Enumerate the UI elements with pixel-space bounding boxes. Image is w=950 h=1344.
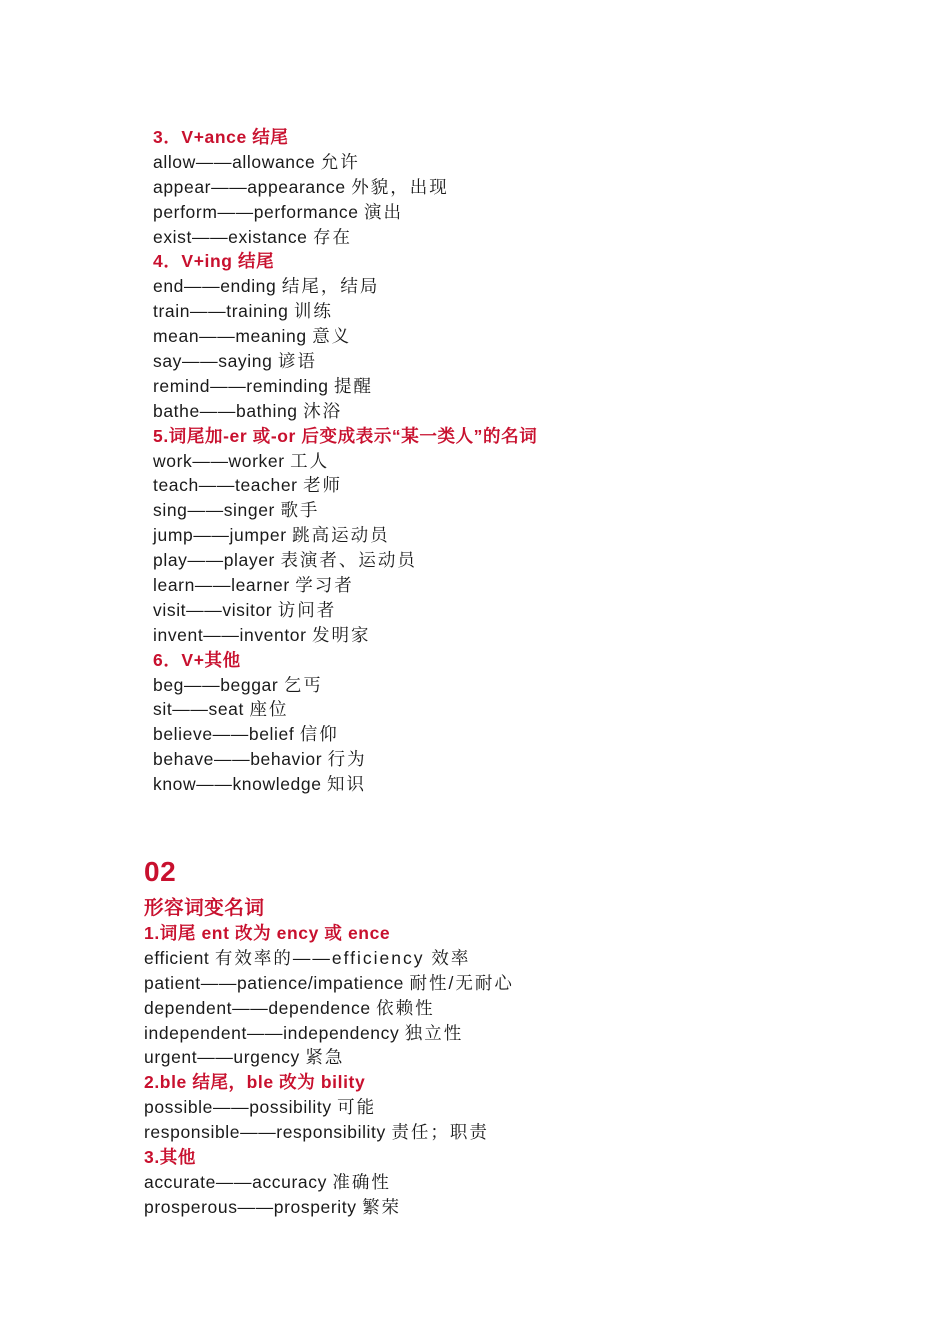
subheading: 2.ble 结尾，ble 改为 bility [144,1072,366,1093]
word-entry [153,225,537,250]
word-pair: allow——allowance [153,151,316,172]
word-entry [153,548,537,573]
word-entry [153,374,537,399]
word-pair: patient——patience/impatience [144,972,404,993]
word-entry [144,1095,514,1120]
word-meaning: 乞丐 [283,674,323,695]
word-pair: possible——possibility [144,1097,332,1118]
word-entry [153,175,537,200]
word-pair: sit——seat [153,699,244,720]
word-entry [153,598,537,623]
word-pair: jump——jumper [153,525,287,546]
word-entry [153,623,537,648]
section-title: 形容词变名词 [144,897,265,919]
word-pair: mean——meaning [153,326,307,347]
word-meaning: 发明家 [312,624,371,645]
word-pair: invent——inventor [153,624,307,645]
word-entry [153,449,537,474]
word-entry [144,1170,514,1195]
word-meaning: 允许 [320,151,360,172]
word-meaning: 老师 [303,475,343,496]
word-meaning: 沐浴 [303,400,343,421]
subheading: 3．V+ance 结尾 [153,127,289,147]
word-entry [144,1021,514,1046]
word-entry [153,673,537,698]
word-pair: behave——behavior [153,749,323,770]
word-entry [153,772,537,797]
word-pair: appear——appearance [153,176,346,197]
word-entry [153,150,537,175]
word-meaning: 演出 [364,201,404,222]
word-meaning: 繁荣 [362,1196,402,1217]
word-meaning: 紧急 [305,1047,345,1068]
word-pair: responsible——responsibility [144,1122,386,1143]
word-meaning: 歌手 [280,500,320,521]
word-pair: urgent——urgency [144,1047,300,1068]
word-entry [153,498,537,523]
word-meaning: 工人 [290,450,330,471]
word-meaning: 外貌，出现 [351,176,449,197]
word-entry [153,697,537,722]
word-meaning: 提醒 [334,375,374,396]
word-entry [153,274,537,299]
word-meaning: 训练 [293,301,333,322]
subheading: 5.词尾加-er 或-or 后变成表示“某一类人”的名词 [153,425,538,446]
subheading: 6．V+其他 [153,649,241,670]
word-entry [153,200,537,225]
section-adjective-to-noun [144,855,514,1220]
word-pair: bathe——bathing [153,400,298,421]
subheading: 3.其他 [144,1147,196,1168]
word-pair: efficient [144,947,210,968]
word-meaning: 座位 [249,699,289,720]
word-entry [144,1045,514,1070]
word-entry [153,523,537,548]
word-meaning: 结尾，结局 [281,276,380,297]
word-pair: play——player [153,550,275,571]
word-meaning: 知识 [327,774,366,795]
subheading: 4．V+ing 结尾 [153,251,275,272]
word-meaning: 存在 [312,226,352,247]
word-pair: train——training [153,301,289,322]
word-pair: sing——singer [153,500,275,521]
word-pair: independent——independency [144,1022,400,1043]
section-number: 02 [144,856,177,887]
word-entry [144,971,514,996]
word-meaning: 行为 [327,749,367,770]
word-entry [153,573,537,598]
word-meaning: 信仰 [299,724,339,745]
word-entry [144,1195,514,1220]
word-pair: remind——reminding [153,375,329,396]
word-meaning: 意义 [312,326,352,347]
word-meaning: 独立性 [404,1022,464,1043]
word-pair: visit——visitor [153,599,273,620]
word-pair: accurate——accuracy [144,1171,327,1192]
word-pair: perform——performance [153,201,359,222]
word-entry [153,473,537,498]
word-meaning: 耐性/无耐心 [409,972,514,993]
word-pair: exist——existance [153,226,308,247]
word-entry [153,324,537,349]
word-meaning: 有效率的——efficiency 效率 [214,947,471,968]
word-entry [153,299,537,324]
word-pair: beg——beggar [153,674,279,695]
word-meaning: 准确性 [332,1171,391,1192]
section-verb-to-noun [153,125,537,797]
word-pair: believe——belief [153,724,295,745]
word-pair: work——worker [153,450,285,471]
word-entry [153,722,537,747]
word-pair: prosperous——prosperity [144,1196,357,1217]
word-meaning: 依赖性 [376,997,435,1018]
word-meaning: 学习者 [295,575,354,596]
word-pair: dependent——dependence [144,997,371,1018]
word-pair: teach——teacher [153,475,298,496]
word-entry [144,1120,514,1145]
word-pair: learn——learner [153,575,290,596]
word-entry [144,996,514,1021]
word-entry [153,349,537,374]
word-meaning: 访问者 [277,599,337,620]
word-pair: end——ending [153,276,277,297]
word-meaning: 可能 [337,1097,377,1118]
subheading: 1.词尾 ent 改为 ency 或 ence [144,923,391,943]
word-pair: know——knowledge [153,774,322,795]
word-meaning: 谚语 [277,351,317,372]
word-meaning: 责任；职责 [391,1122,489,1143]
word-meaning: 跳高运动员 [292,525,390,546]
word-entry [153,747,537,772]
word-entry [153,399,537,424]
word-pair: say——saying [153,351,273,372]
word-entry [144,946,514,971]
word-meaning: 表演者、运动员 [280,550,417,571]
